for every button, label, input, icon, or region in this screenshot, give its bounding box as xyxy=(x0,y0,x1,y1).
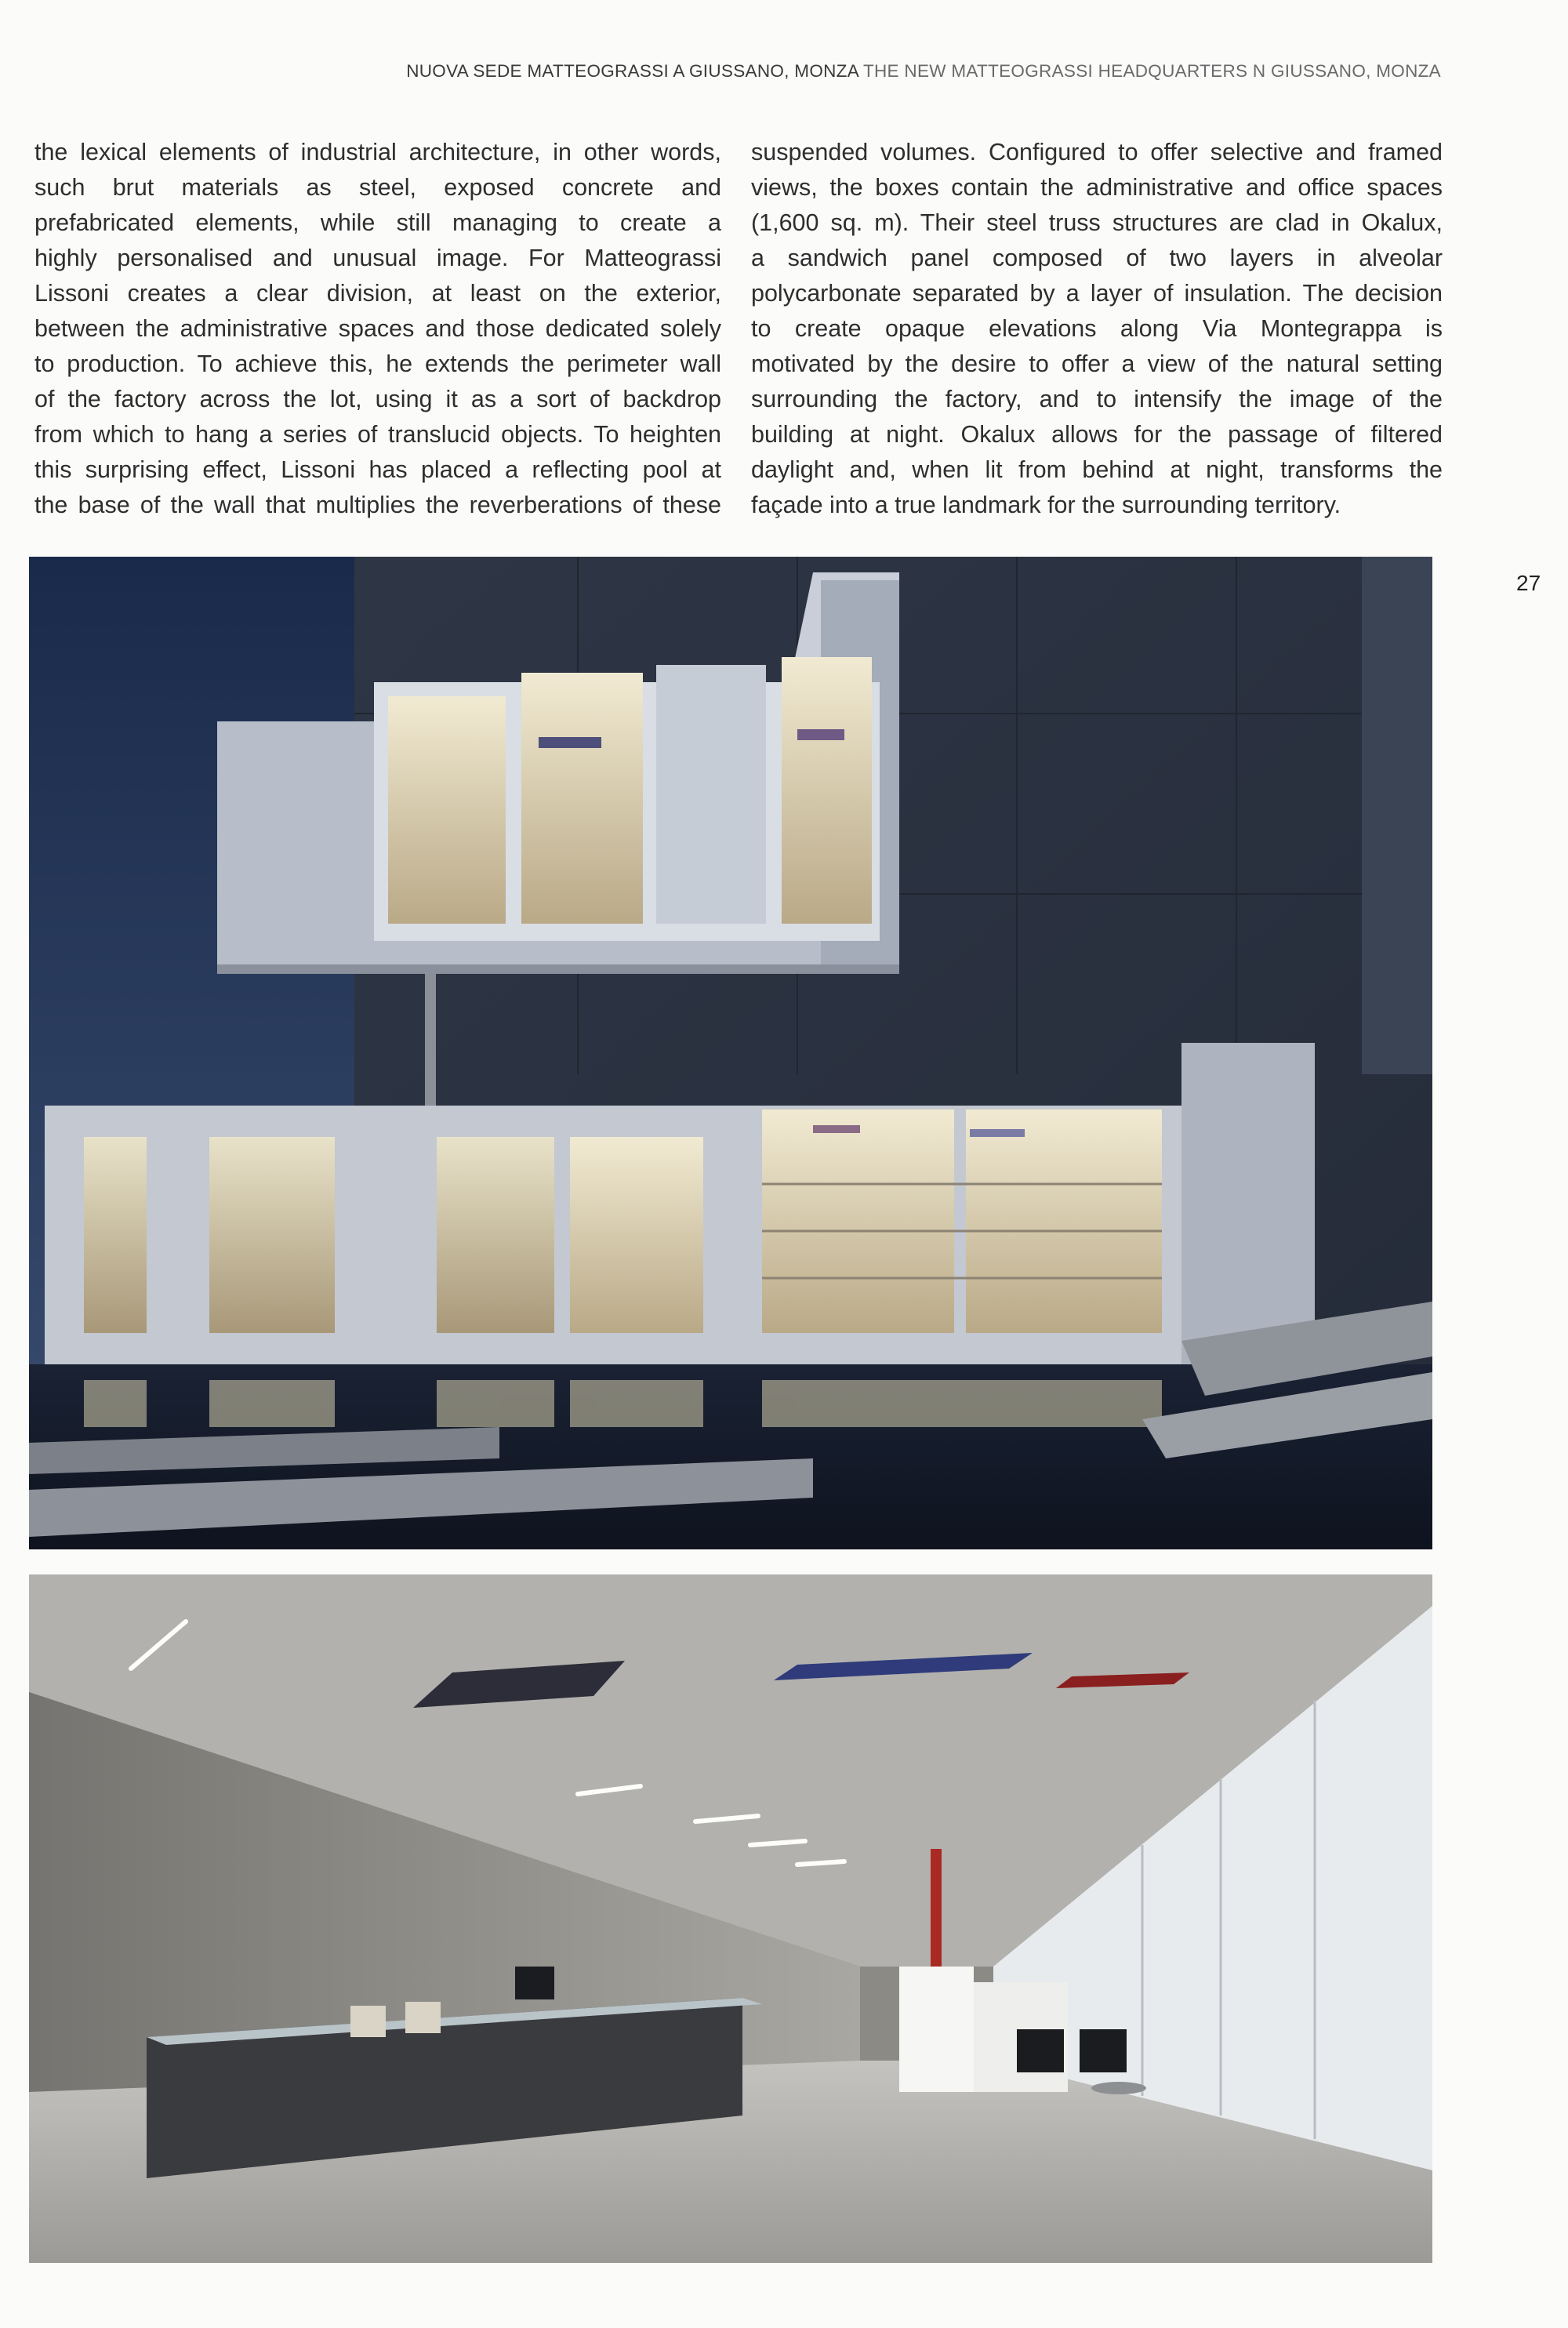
text-line: highly personalised and unusual image. For Matteograssi xyxy=(34,245,721,271)
text-line: suspended volumes. Configured to offer selective and framed xyxy=(751,139,1443,165)
text-line: prefabricated elements, while still managing to create a xyxy=(34,209,721,236)
running-header xyxy=(235,61,1441,82)
text-line: views, the boxes contain the administrative and office spaces xyxy=(751,174,1443,201)
header-english: THE NEW MATTEOGRASSI HEADQUARTERS N GIUSSANO, MONZA xyxy=(862,61,1441,81)
text-line: building at night. Okalux allows for the passage of filtered xyxy=(751,421,1443,448)
text-line: of the factory across the lot, using it as a sort of backdrop xyxy=(34,386,721,412)
text-line: façade into a true landmark for the surrounding territory. xyxy=(751,492,1341,518)
text-line: a sandwich panel composed of two layers in alveolar xyxy=(751,245,1443,271)
text-line: to production. To achieve this, he extends the perimeter wall xyxy=(34,350,721,377)
text-line: this surprising effect, Lissoni has placed a reflecting pool at xyxy=(34,456,721,483)
text-line: the lexical elements of industrial architecture, in other words, xyxy=(34,139,721,165)
page-number: 27 xyxy=(1516,571,1541,595)
text-line: daylight and, when lit from behind at night, transforms the xyxy=(751,456,1443,483)
text-line: the base of the wall that multiplies the reverberations of these xyxy=(34,492,721,518)
text-line: between the administrative spaces and those dedicated solely xyxy=(34,315,721,342)
text-line: motivated by the desire to offer a view of the natural setting xyxy=(751,350,1443,377)
text-line: Lissoni creates a clear division, at least on the exterior, xyxy=(34,280,721,307)
left-text-column xyxy=(34,135,721,523)
text-line: surrounding the factory, and to intensify the image of the xyxy=(751,386,1443,412)
exterior-night-photo xyxy=(29,557,1432,1549)
reception-interior-photo xyxy=(29,1574,1432,2263)
header-italian: NUOVA SEDE MATTEOGRASSI A GIUSSANO, MONZA xyxy=(406,61,858,81)
text-line: such brut materials as steel, exposed concrete and xyxy=(34,174,721,201)
right-text-column xyxy=(751,135,1443,523)
text-line: to create opaque elevations along Via Montegrappa is xyxy=(751,315,1443,342)
text-line: (1,600 sq. m). Their steel truss structures are clad in Okalux, xyxy=(751,209,1443,236)
text-line: polycarbonate separated by a layer of insulation. The decision xyxy=(751,280,1443,307)
text-line: from which to hang a series of translucid objects. To heighten xyxy=(34,421,721,448)
